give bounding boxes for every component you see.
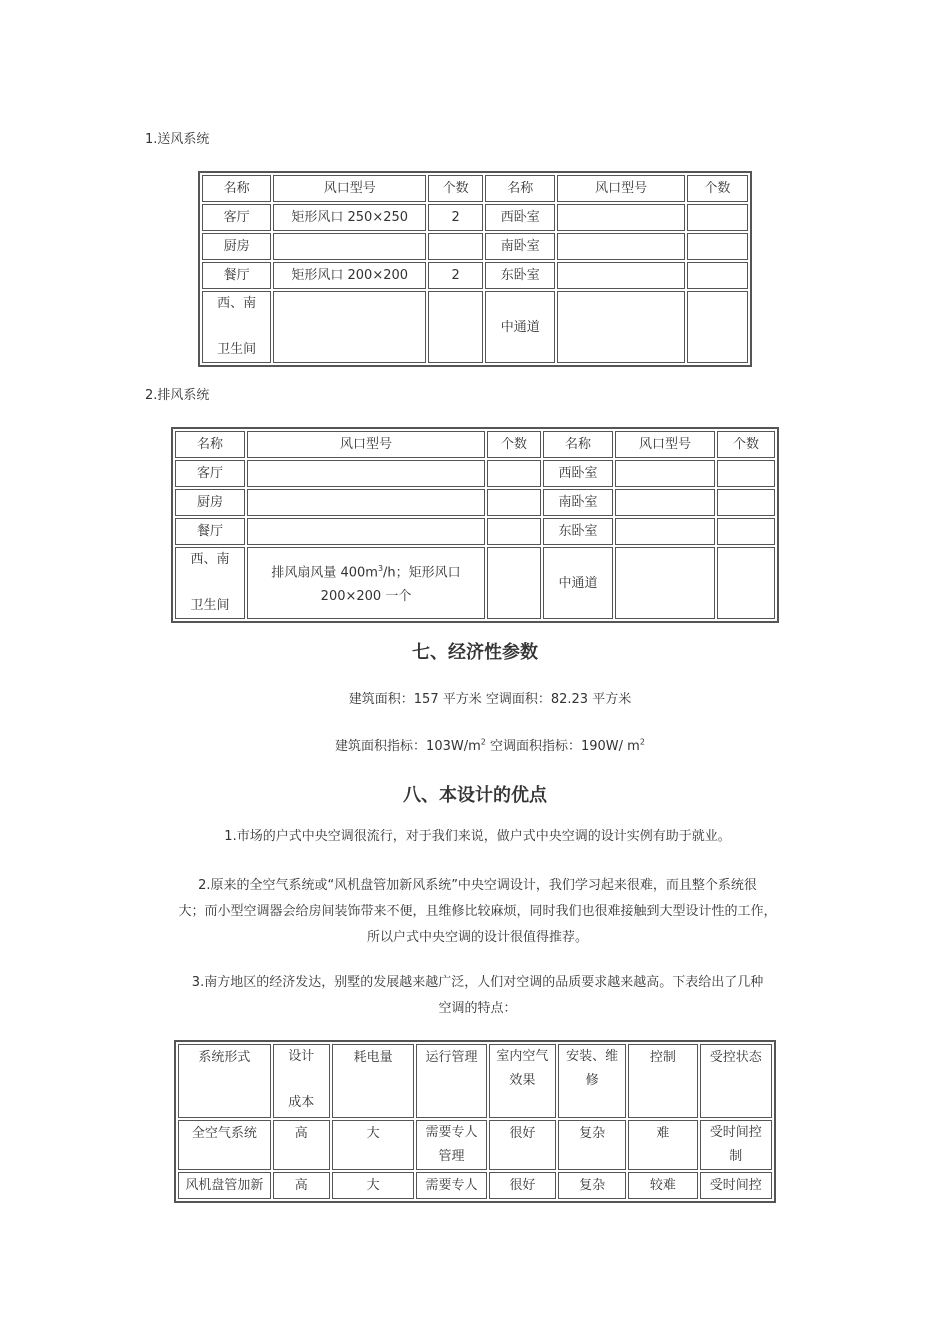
table-cell: 复杂 — [558, 1120, 626, 1170]
table-cell — [717, 460, 775, 487]
header-cell: 风口型号 — [615, 431, 715, 458]
text: 空调面积指标：190W/ m — [485, 739, 640, 754]
table-cell — [700, 1120, 772, 1170]
model-text: /h；矩形风口 — [383, 565, 461, 581]
header-cell: 受控状态 — [700, 1044, 772, 1118]
table-cell — [175, 547, 245, 619]
table-cell: 餐厅 — [175, 518, 245, 545]
table-cell: 西卧室 — [543, 460, 613, 487]
header-cell: 风口型号 — [557, 175, 684, 202]
table-cell: 高 — [273, 1172, 330, 1199]
table-cell: 矩形风口 250×250 — [273, 204, 426, 231]
cell-line: 制 — [729, 1149, 743, 1164]
table-cell — [615, 489, 715, 516]
header-cell: 个数 — [487, 431, 541, 458]
table-header-row — [178, 1044, 772, 1118]
header-cell: 名称 — [175, 431, 245, 458]
table-row — [175, 460, 775, 487]
cell-line — [248, 557, 484, 585]
table-cell: 全空气系统 — [178, 1120, 271, 1170]
table-cell — [247, 460, 485, 487]
header-cell: 名称 — [202, 175, 271, 202]
table-cell — [687, 233, 748, 260]
table-cell — [487, 489, 541, 516]
table-cell — [717, 547, 775, 619]
table-cell: 很好 — [489, 1120, 556, 1170]
table-cell — [247, 547, 485, 619]
cell-line: 受时间控 — [709, 1125, 762, 1140]
table-cell: 客厅 — [175, 460, 245, 487]
header-cell: 风口型号 — [247, 431, 485, 458]
cell-line: 需要专人 — [425, 1125, 478, 1140]
cell-line: 室内空气 — [496, 1049, 549, 1064]
table-cell: 风机盘管加新 — [178, 1172, 271, 1199]
paragraph-line: 3.南方地区的经济发达，别墅的发展越来越广泛，人们对空调的品质要求越来越高。下表给出了几种 — [191, 975, 764, 990]
table-cell: 需要专人 — [416, 1172, 486, 1199]
table-cell — [247, 518, 485, 545]
table-cell — [273, 291, 426, 363]
table-header-row — [175, 431, 775, 458]
table-cell — [557, 233, 684, 260]
table-header-row — [202, 175, 748, 202]
table-row — [202, 262, 748, 289]
header-cell: 名称 — [543, 431, 613, 458]
cell-line: 200×200 一个 — [320, 589, 412, 605]
cell-line: 管理 — [438, 1149, 465, 1164]
advantage-paragraph-3 — [145, 970, 810, 1022]
advantages-heading: 八、本设计的优点 — [403, 785, 547, 806]
header-cell — [489, 1044, 556, 1118]
table-cell — [687, 204, 748, 231]
supply-table — [198, 171, 752, 367]
table-row — [175, 489, 775, 516]
table-cell: 中通道 — [485, 291, 555, 363]
header-cell: 控制 — [628, 1044, 697, 1118]
table-cell — [557, 204, 684, 231]
paragraph-line: 空调的特点： — [438, 1001, 517, 1016]
cell-line: 卫生间 — [217, 342, 257, 357]
cell-line: 效果 — [509, 1073, 536, 1088]
table-cell — [247, 489, 485, 516]
header-cell: 系统形式 — [178, 1044, 271, 1118]
table-cell — [487, 547, 541, 619]
table-cell — [615, 547, 715, 619]
table-cell — [273, 233, 426, 260]
table-cell: 客厅 — [202, 204, 271, 231]
header-cell: 个数 — [687, 175, 748, 202]
cell-line: 卫生间 — [190, 598, 230, 613]
header-cell: 风口型号 — [273, 175, 426, 202]
table-cell: 复杂 — [558, 1172, 626, 1199]
superscript: 3 — [377, 563, 384, 573]
table-cell: 西卧室 — [485, 204, 555, 231]
table-cell — [487, 518, 541, 545]
supply-section-title: 1.送风系统 — [145, 132, 210, 147]
table-cell — [487, 460, 541, 487]
table-row — [202, 291, 748, 363]
exhaust-section-title: 2.排风系统 — [145, 388, 210, 403]
table-cell: 南卧室 — [485, 233, 555, 260]
table-cell — [202, 291, 271, 363]
paragraph-line: 所以户式中央空调的设计很值得推荐。 — [366, 930, 588, 945]
table-cell: 2 — [428, 262, 483, 289]
table-cell — [615, 460, 715, 487]
header-cell: 个数 — [428, 175, 483, 202]
table-row — [178, 1120, 772, 1170]
table-cell: 很好 — [489, 1172, 556, 1199]
cell-line: 设计 — [288, 1049, 315, 1064]
economic-heading: 七、经济性参数 — [412, 642, 538, 663]
header-cell: 名称 — [485, 175, 555, 202]
table-cell: 大 — [332, 1120, 415, 1170]
table-cell — [717, 518, 775, 545]
header-cell: 个数 — [717, 431, 775, 458]
table-cell — [428, 291, 483, 363]
table-cell — [557, 291, 684, 363]
superscript: 2 — [480, 737, 486, 747]
table-row — [175, 518, 775, 545]
table-cell: 南卧室 — [543, 489, 613, 516]
header-cell — [558, 1044, 626, 1118]
superscript: 2 — [639, 737, 645, 747]
table-row — [175, 547, 775, 619]
table-cell: 厨房 — [175, 489, 245, 516]
text: 建筑面积指标：103W/m — [335, 739, 481, 754]
advantage-paragraph-1: 1.市场的户式中央空调很流行，对于我们来说，做户式中央空调的设计实例有助于就业。 — [224, 829, 731, 844]
exhaust-table — [171, 427, 779, 623]
advantage-paragraph-2 — [145, 873, 810, 951]
table-cell: 矩形风口 200×200 — [273, 262, 426, 289]
cell-line: 西、南 — [190, 552, 230, 567]
table-cell: 东卧室 — [485, 262, 555, 289]
cell-line: 修 — [585, 1073, 599, 1088]
table-cell — [615, 518, 715, 545]
table-cell — [557, 262, 684, 289]
area-index-line — [0, 735, 950, 754]
cell-line: 安装、维 — [566, 1049, 619, 1064]
table-cell: 餐厅 — [202, 262, 271, 289]
table-row — [178, 1172, 772, 1199]
table-cell: 中通道 — [543, 547, 613, 619]
cell-line: 西、南 — [217, 296, 257, 311]
table-cell: 东卧室 — [543, 518, 613, 545]
table-cell — [416, 1120, 486, 1170]
table-row — [202, 204, 748, 231]
table-cell: 2 — [428, 204, 483, 231]
table-cell: 较难 — [628, 1172, 697, 1199]
table-cell — [687, 262, 748, 289]
table-cell: 受时间控 — [700, 1172, 772, 1199]
header-cell — [273, 1044, 330, 1118]
table-cell — [428, 233, 483, 260]
model-text: 排风扇风量 400m — [271, 565, 378, 581]
table-cell: 难 — [628, 1120, 697, 1170]
paragraph-line: 大；而小型空调器会给房间装饰带来不便，且维修比较麻烦，同时我们也很难接触到大型设计性的工作， — [178, 904, 777, 919]
comparison-table — [174, 1040, 776, 1203]
header-cell: 运行管理 — [416, 1044, 486, 1118]
header-cell: 耗电量 — [332, 1044, 415, 1118]
area-line: 建筑面积：157 平方米 空调面积：82.23 平方米 — [348, 692, 632, 707]
table-cell: 高 — [273, 1120, 330, 1170]
table-cell: 大 — [332, 1172, 415, 1199]
table-cell — [717, 489, 775, 516]
cell-line: 成本 — [288, 1095, 315, 1110]
table-row — [202, 233, 748, 260]
table-cell: 厨房 — [202, 233, 271, 260]
table-cell — [687, 291, 748, 363]
paragraph-line: 2.原来的全空气系统或“风机盘管加新风系统”中央空调设计，我们学习起来很难，而且整个系统很 — [198, 878, 757, 893]
